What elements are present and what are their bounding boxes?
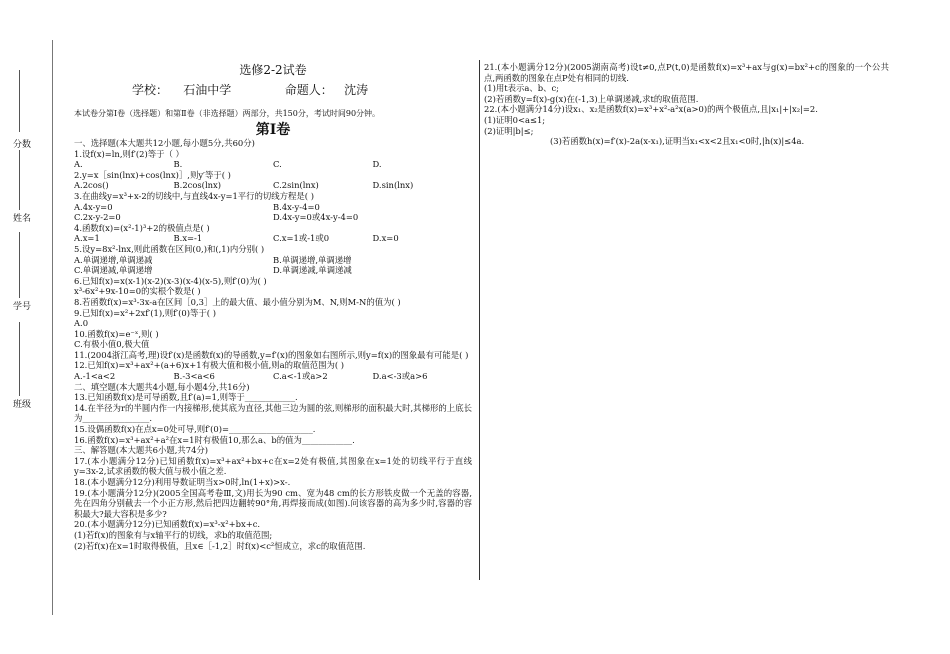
question-line: (1)证明0<a≤1; [484, 114, 546, 125]
question-line: (3)若函数h(x)=f′(x)-2a(x-x₁),证明当x₁<x<2且x₁<0时,|h(x)|≤4a. [550, 136, 805, 147]
margin-label-text: 班级 [12, 400, 31, 410]
margin-label-class [12, 400, 32, 410]
margin-blank-line [19, 150, 20, 210]
answer-option: B.单调递增,单调递增 [273, 254, 352, 265]
answer-options [74, 371, 472, 382]
answer-options [74, 159, 472, 170]
column-divider [479, 60, 480, 580]
margin-blank-line [19, 232, 20, 298]
question-line: 18.(本小题满分12分)利用导数证明当x>0时,ln(1+x)>x-. [74, 477, 291, 487]
question-line: 22.(本小题满分14分)设x₁、x₂是函数f(x)=x³+x²-a²x(a>0)的两个极值点,且|x₁|+|x₂|=2. [484, 104, 818, 115]
answer-option: B.x=-1 [173, 233, 203, 244]
volume-title: 第Ⅰ卷 [255, 122, 291, 138]
answer-option: C.2x-y-2=0 [74, 212, 121, 223]
exam-title: 选修2-2试卷 [239, 63, 307, 77]
question-line: 三、解答题(本大题共6小题,共74分) [74, 445, 209, 456]
question-line: (2)证明|b|≤; [484, 125, 534, 136]
question-line: 1.设f(x)=ln,则f′(2)等于（ ） [74, 148, 184, 159]
school-name: 石油中学 [183, 83, 232, 97]
answer-options [74, 202, 472, 213]
question-line: A.0 [74, 318, 89, 329]
answer-option: C.a<-1或a>2 [273, 371, 328, 382]
question-line: 6.已知f(x)=x(x-1)(x-2)(x-3)(x-4)(x-5),则f′(0)为( ) [74, 275, 267, 286]
margin-blank-line [19, 322, 20, 396]
question-line: 11.(2004浙江高考,理)设f′(x)是函数f(x)的导函数,y=f′(x)的图象如右图所示,则y=f(x)的图象最有可能是( ) [74, 349, 469, 360]
question-line: (2)若f(x)在x=1时取得极值，且x∈［-1,2］时f(x)<c²恒成立，求c的取值范围. [74, 540, 366, 551]
question-line: (1)若f(x)的图象有与x轴平行的切线，求b的取值范围; [74, 529, 273, 540]
answer-option: C.单调递减,单调递增 [74, 265, 153, 276]
answer-option: B.2cos(lnx) [173, 180, 222, 191]
answer-option: A.单调递增,单调递减 [74, 254, 153, 265]
answer-option: A.4x-y=0 [74, 201, 113, 212]
answer-option: D.x=0 [372, 233, 399, 244]
question-line: 5.设y=8x²-lnx,则此函数在区间(0,)和(,1)内分别( ) [74, 243, 265, 254]
margin-label-text: 学号 [12, 302, 31, 312]
answer-option: B.-3<a<6 [173, 371, 215, 382]
answer-option: A. [74, 159, 83, 170]
answer-options [74, 180, 472, 191]
question-line: (2)若函数y=f(x)-g(x)在(-1,3)上单调递减,求t的取值范围. [484, 93, 699, 104]
question-line: 3.在曲线y=x³+x-2的切线中,与直线4x-y=1平行的切线方程是( ) [74, 190, 314, 201]
question-line: 15.设偶函数f(x)在点x=0处可导,则f′(0)=____________________. [74, 424, 316, 435]
answer-option: B. [173, 159, 183, 170]
question-line: C.有极小值0,极大值 [74, 339, 150, 350]
answer-option: D.a<-3或a>6 [372, 371, 428, 382]
answer-option: C. [273, 159, 282, 170]
exam-intro: 本试卷分第Ⅰ卷（选择题）和第Ⅱ卷（非选择题）两部分，共150分，考试时间90分钟。 [74, 109, 381, 118]
answer-option: A.x=1 [74, 233, 100, 244]
author-name: 沈涛 [344, 83, 369, 97]
question-line: 17.(本小题满分12分)已知函数f(x)=x³+ax²+bx+c在x=2处有极值,其图象在x=1处的切线平行于直线y=3x-2,试求函数的极大值与极小值之差. [74, 455, 472, 477]
question-line: 8.若函数f(x)=x³-3x-a在区间［0,3］上的最大值、最小值分别为M、N,则M-N的值为( ) [74, 296, 401, 307]
answer-option: A.-1<a<2 [74, 371, 116, 382]
right-column [484, 62, 889, 147]
margin-label-text: 姓名 [12, 214, 31, 224]
author-label: 命题人： [284, 83, 333, 97]
answer-option: D.单调递减,单调递减 [273, 265, 352, 276]
answer-options [74, 255, 472, 266]
question-line: 20.(本小题满分12分)已知函数f(x)=x³-x²+bx+c. [74, 519, 261, 530]
answer-option: C.x=1或-1或0 [273, 233, 330, 244]
answer-option: D.4x-y=0或4x-y-4=0 [273, 212, 359, 223]
question-line: 19.(本小题满分12分)(2005全国高考卷Ⅲ,文)用长为90 cm、宽为48 cm的长方形铁皮做一个无盖的容器,先在四角分别截去一个小正方形,然后把四边翻转90°角,再焊接而成(如图).问该容器的高为多少时,容器的容积最大?最大容积是多少? [74, 487, 472, 519]
margin-label-text: 分数 [12, 140, 31, 150]
answer-option: D. [372, 159, 382, 170]
question-line: 4.函数f(x)=(x²-1)³+2的极值点是( ) [74, 222, 210, 233]
question-line: 二、填空题(本大题共4小题,每小题4分,共16分) [74, 381, 250, 392]
question-line: 13.已知函数f(x)是可导函数,且f′(a)=1,则等于____________. [74, 392, 298, 403]
question-line: 9.已知f(x)=x²+2xf′(1),则f′(0)等于( ) [74, 307, 216, 318]
margin-label-score [12, 140, 32, 150]
question-line: x³-6x²+9x-10=0的实根个数是( ) [74, 286, 201, 297]
answer-option: A.2cos() [74, 180, 109, 191]
answer-option: C.2sin(lnx) [273, 180, 319, 191]
answer-options [74, 265, 472, 276]
margin-label-name [12, 214, 32, 224]
left-column [74, 62, 472, 551]
margin-blank-line [19, 70, 20, 132]
question-line: (1)用t表示a、b、c; [484, 83, 559, 94]
question-line: 一、选择题(本大题共12小题,每小题5分,共60分) [74, 138, 255, 148]
question-line: 21.(本小题满分12分)(2005湖南高考)设t≠0,点P(t,0)是函数f(x)=x³+ax与g(x)=bx²+c的图象的一个公共点,两函数的图象在点P处有相同的切线. [484, 62, 889, 83]
question-line: 16.函数f(x)=x³+ax²+a²在x=1时有极值10,那么a、b的值为____________. [74, 434, 355, 445]
question-list [484, 62, 889, 147]
question-list [74, 138, 472, 551]
question-line: 14.在半径为r的半圆内作一内接梯形,使其底为直径,其他三边为圆的弦,则梯形的面积最大时,其梯形的上底长为________________. [74, 402, 472, 424]
question-line: 10.函数f(x)=e⁻ˣ,则( ) [74, 328, 159, 339]
answer-options [74, 212, 472, 223]
margin-label-id [12, 302, 32, 312]
answer-options [74, 233, 472, 244]
school-label: 学校： [132, 83, 169, 97]
question-line: 12.已知f(x)=x³+ax²+(a+6)x+1有极大值和极小值,则a的取值范围为( ) [74, 360, 345, 371]
binding-line [52, 40, 53, 615]
answer-option: D.sin(lnx) [372, 180, 414, 191]
exam-meta [132, 82, 472, 98]
question-line: 2.y=x［sin(lnx)+cos(lnx)］,则y′等于( ) [74, 169, 231, 180]
answer-option: B.4x-y-4=0 [273, 201, 320, 212]
